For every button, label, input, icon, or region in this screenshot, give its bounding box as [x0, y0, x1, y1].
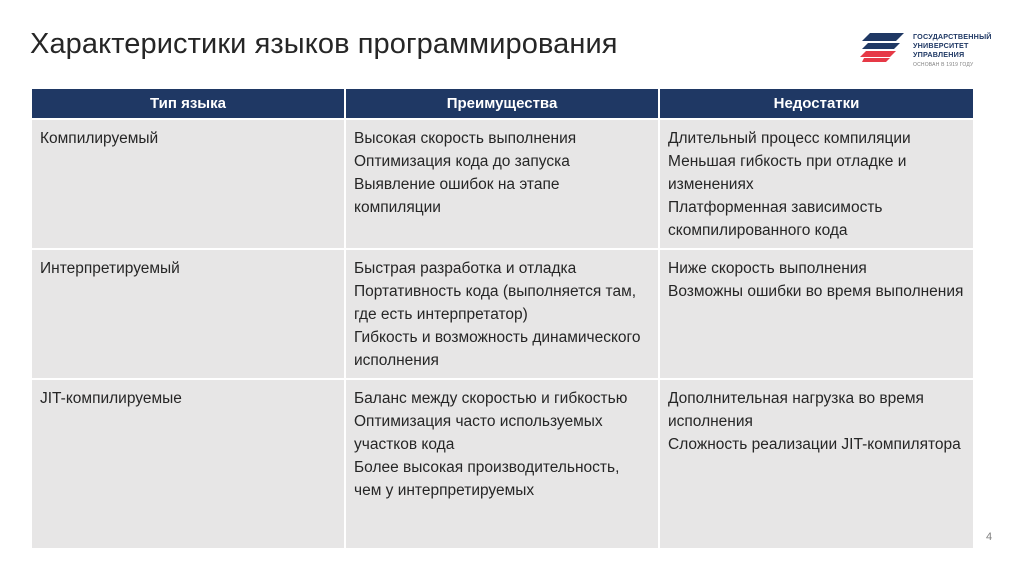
disadvantage-item: Дополнительная нагрузка во время исполнения	[668, 390, 924, 430]
advantage-item: Оптимизация часто используемых участков кода	[354, 413, 603, 453]
cell-advantages	[345, 119, 659, 249]
disadvantage-item: Возможны ошибки во время выполнения	[668, 283, 964, 300]
advantage-item: Быстрая разработка и отладка	[354, 260, 577, 277]
advantage-item: Более высокая производительность, чем у интерпретируемых	[354, 459, 620, 499]
cell-advantages	[345, 249, 659, 379]
table-row	[32, 249, 973, 379]
header-disadvantages: Недостатки	[659, 89, 973, 119]
disadvantage-item: Длительный процесс компиляции	[668, 130, 911, 147]
cell-disadvantages	[659, 119, 973, 249]
disadvantage-item: Платформенная зависимость скомпилированного кода	[668, 199, 883, 239]
logo-line-3: УПРАВЛЕНИЯ	[913, 50, 965, 59]
comparison-table	[32, 89, 973, 548]
cell-type: Интерпретируемый	[32, 249, 345, 379]
cell-type: JIT-компилируемые	[32, 379, 345, 548]
header-advantages: Преимущества	[345, 89, 659, 119]
advantage-item: Выявление ошибок на этапе компиляции	[354, 176, 560, 216]
table-row	[32, 379, 973, 548]
cell-disadvantages	[659, 379, 973, 548]
university-logo	[858, 28, 1008, 72]
table-header-row	[32, 89, 973, 119]
logo-text	[913, 32, 992, 70]
logo-line-2: УНИВЕРСИТЕТ	[913, 41, 969, 50]
logo-motto: ОСНОВАН В 1919 ГОДУ	[913, 62, 974, 68]
cell-disadvantages	[659, 249, 973, 379]
advantage-item: Гибкость и возможность динамического исполнения	[354, 329, 641, 369]
cell-advantages	[345, 379, 659, 548]
advantage-item: Высокая скорость выполнения	[354, 130, 577, 147]
slide-title: Характеристики языков программирования	[30, 28, 618, 60]
page-number: 4	[986, 531, 993, 543]
disadvantage-item: Сложность реализации JIT-компилятора	[668, 436, 961, 453]
disadvantage-item: Меньшая гибкость при отладке и изменениях	[668, 153, 907, 193]
advantage-item: Баланс между скоростью и гибкостью	[354, 390, 628, 407]
disadvantage-item: Ниже скорость выполнения	[668, 260, 867, 277]
logo-emblem-icon	[860, 30, 906, 64]
table-row	[32, 119, 973, 249]
logo-line-1: ГОСУДАРСТВЕННЫЙ	[913, 32, 992, 41]
advantage-item: Оптимизация кода до запуска	[354, 153, 570, 170]
cell-type: Компилируемый	[32, 119, 345, 249]
header-type: Тип языка	[32, 89, 345, 119]
advantage-item: Портативность кода (выполняется там, где есть интерпретатор)	[354, 283, 637, 323]
